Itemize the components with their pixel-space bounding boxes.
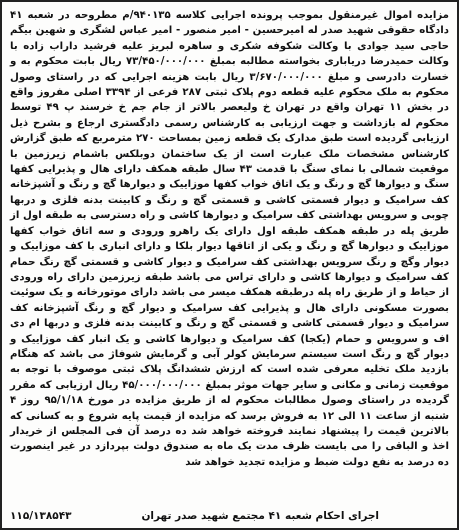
- notice-footer: [10, 508, 449, 524]
- notice-body-text: مزایده اموال غیرمنقول بموجب پرونده اجرایی کلاسه ۹۴۰۱۳۵/م مطروحه در شعبه ۴۱ دادگاه حقوقی شهید صدر له امیرحسین - امیر منصور - امیر عباس لشگری و شهین بیگم حاجی سید جوادی با وکالت شکوفه شکری و ساهره لبریز علیه فرشید داراب زاده با وکالت حمیدرضا دریاباری بخواسته مطالبه بمبلغ ۷۳/۴۵۰/۰۰۰/۰۰۰ ریال بابت محکوم به و خسارت دادرسی و مبلغ ۳/۶۷۰/۰۰۰/۰۰۰ ریال بابت هزینه اجرایی که در راستای وصول محکوم به ملک محکوم علیه قطعه دوم پلاک ثبتی ۲۸۷ فرعی از ۳۳۹۴ اصلی مفروز واقع در بخش ۱۱ تهران واقع در تهران خ ولیعصر بالاتر از جام جم خ خرسند پ ۴۹ توسط محکوم له بازداشت و جهت ارزیابی به کارشناس رسمی دادگستری ارجاع و بشرح ذیل ارزیابی گردیده است طبق مدارک یک قطعه زمین بمساحت ۲۷۰ مترمربع که طبق گزارش کارشناس مشخصات ملک عبارت است از یک ساختمان دوبلکس باشمام زیرزمین با موقعیت شمالی با نمای سنگ با قدمت ۴۳ سال طبقه همکف دارای هال و پذیرایی کفها سنگ و دیوارها گچ و رنگ و یک اتاق خواب کفها موزاییک و دیوارها گچ و رنگ و آشپزخانه کف سرامیک و دیوار قسمتی کاشی و قسمتی گچ و رنگ و کابینت بدنه فلزی و دربها چوبی و سرویس بهداشتی کف سرامیک و دیوارها کاشی و راه دسترسی به طبقه اول از طریق پله در طبقه همکف طبقه اول دارای یک راهرو ورودی و سه اتاق خواب کفها موزاییک و دیوارها گچ و رنگ و یکی از اتاقها دیوار بلکا و دارای انباری با کف موزاییک و دیوار وگچ و رنگ سرویس بهداشتی کف سرامیک و دیوار کاشی و قسمتی گچ رنگ حمام کف سرامیک و دیوارها کاشی و دارای تراس می باشد طبقه زیرزمین دارای راه ورودی از حیاط و از طریق راه پله درطبقه همکف میسر می باشد دارای موتورخانه و یک سوئیت بصورت مسکونی دارای هال و پذیرایی کف سرامیک و دیوار گچ و رنگ آشپزخانه کف سرامیک و دیوار قسمتی کاشی و قسمتی گچ و رنگ و کابینت بدنه فلزی و دربها ام دی اف و سرویس و حمام (یکجا) کف سرامیک و دیوارها کاشی و یک انبار کف موزاییک و دیوار گچ و رنگ است سیستم سرمایش کولر آبی و گرمایش شوفاژ می باشد که هنگام بازدید ملک تخلیه معرفی شده است که ارزش ششدانگ پلاک ثبتی موصوف با توجه به موقعیت زمانی و مکانی و سایر جهات موثر بمبلغ ۴۵/۰۰۰/۰۰۰/۰۰۰ ریال ارزیابی که مقرر گردیده در راستای وصول مطالبات محکوم له از طریق مزایده در مورخ ۹۵/۱/۱۸ روز ۴ شنبه از ساعت ۱۱ الی ۱۲ به فروش برسد که مزایده از قیمت پایه شروع و به کسانی که بالاترین قیمت را پیشنهاد نمایند فروخته خواهد شد ده درصد آن فی المجلس از خریدار اخذ و الباقی را می بایست ظرف مدت یک ماه به صندوق دولت بپردازد در غیر اینصورت ده درصد به نفع دولت ضبط و مزایده تجدید خواهد شد: [10, 10, 449, 468]
- reference-number: ۱۱۵/۱۳۸۵۴۳: [10, 510, 72, 522]
- issuer-signature: اجرای احکام شعبه ۴۱ مجتمع شهید صدر تهران: [141, 510, 380, 522]
